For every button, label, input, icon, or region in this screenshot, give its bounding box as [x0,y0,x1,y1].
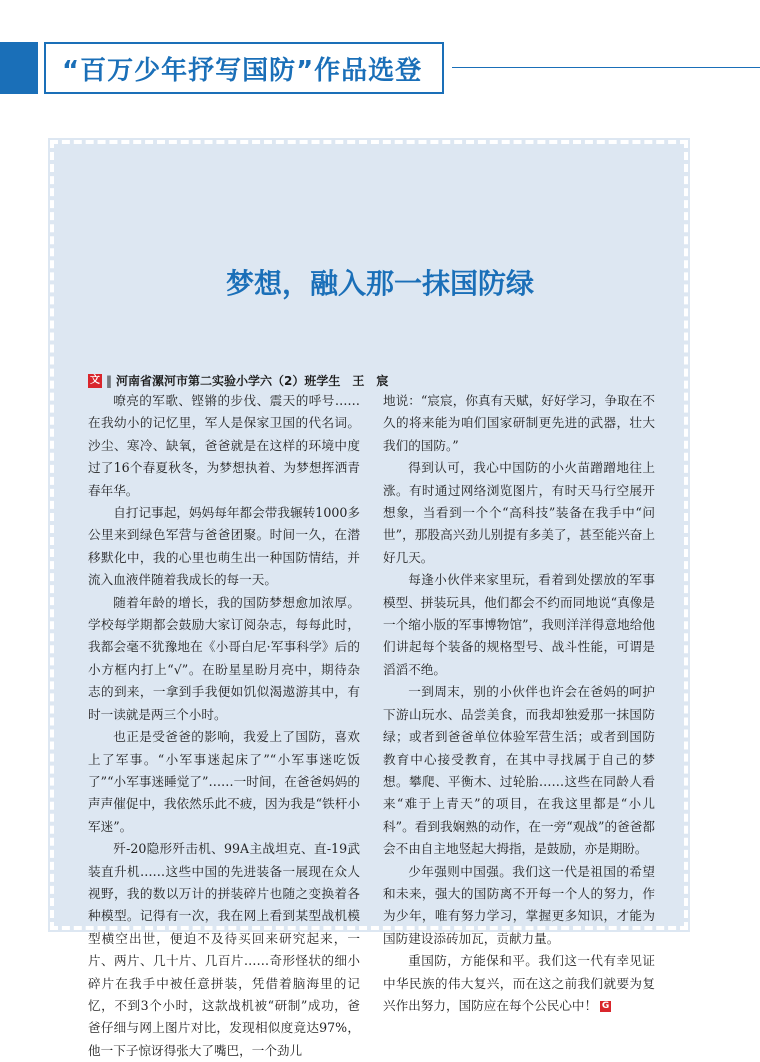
article-title: 梦想，融入那一抹国防绿 [225,267,534,300]
header-accent-block [0,42,38,94]
section-title: “百万少年抒写国防”作品选登 [62,56,423,86]
author-line: 河南省漯河市第二实验小学六（2）班学生 王 宸 [116,374,389,388]
paragraph: 随着年龄的增长，我的国防梦想愈加浓厚。学校每学期都会鼓励大家订阅杂志，每每此时，我都会毫不犹豫地在《小哥白尼·军事科学》后的小方框内打上“√”。在盼星星盼月亮中，期待杂志的到来，一拿到手我便如饥似渴遨游其中，有时一读就是两三个小时。 [88,594,360,722]
paragraph: 少年强则中国强。我们这一代是祖国的希望和未来，强大的国防离不开每一个人的努力，作为少年，唯有努力学习，掌握更多知识，才能为国防建设添砖加瓦，贡献力量。 [383,863,655,946]
end-mark-icon: G [601,1000,610,1011]
paragraph: 得到认可，我心中国防的小火苗蹭蹭地往上涨。有时通过网络浏览图片，有时天马行空展开想象，当看到一个个“高科技”装备在我手中“问世”，那股高兴劲儿别提有多美了，甚至能兴奋上好几天。 [383,460,655,565]
paragraph: 嘹亮的军歌、铿锵的步伐、震天的呼号……在我幼小的记忆里，军人是保家卫国的代名词。沙尘、寒冷、缺氧，爸爸就是在这样的环境中度过了16个春夏秋冬，为梦想执着、为梦想挥洒青春年华。 [88,393,360,498]
byline [88,372,388,389]
paragraph: 也正是受爸爸的影响，我爱上了国防，喜欢上了军事。“小军事迷起床了”“小军事迷吃饭了”“小军事迷睡觉了”……一时间，在爸爸妈妈的声声催促中，我依然乐此不疲，因为我是“铁杆小军迷”。 [88,729,360,834]
right-column [383,390,655,1017]
paragraph [383,950,655,1017]
final-paragraph-text: 重国防，方能保和平。我们这一代有幸见证中华民族的伟大复兴，而在这之前我们就要为复兴作出努力，国防应在每个公民心中！ [383,953,655,1013]
byline-separator: ‖ [106,373,112,388]
left-column [88,390,360,1062]
paragraph: 自打记事起，妈妈每年都会带我辗转1000多公里来到绿色军营与爸爸团聚。时间一久，在潜移默化中，我的心里也萌生出一种国防情结，并流入血液伴随着我成长的每一天。 [88,505,360,588]
paragraph: 地说：“宸宸，你真有天赋，好好学习，争取在不久的将来能为咱们国家研制更先进的武器，壮大我们的国防。” [383,393,655,453]
header-rule [452,67,760,68]
paragraph: 每逢小伙伴来家里玩，看着到处摆放的军事模型、拼装玩具，他们都会不约而同地说“真像是一个缩小版的军事博物馆”，我则洋洋得意地给他们讲起每个装备的规格型号、战斗性能，可谓是滔滔不绝。 [383,572,655,677]
paragraph: 一到周末，别的小伙伴也许会在爸妈的呵护下游山玩水、品尝美食，而我却独爱那一抹国防绿；或者到爸爸单位体验军营生活；或者到国防教育中心接受教育，在其中寻找属于自己的梦想。攀爬、平衡木、过轮胎……这些在同龄人看来“难于上青天”的项目，在我这里都是“小儿科”。看到我娴熟的动作，在一旁“观战”的爸爸都会不由自主地竖起大拇指，是鼓励，亦是期盼。 [383,684,655,857]
author-badge-icon: 文 [90,374,100,386]
paragraph: 歼-20隐形歼击机、99A主战坦克、直-19武装直升机……这些中国的先进装备一展现在众人视野，我的数以万计的拼装碎片也随之变换着各种模型。记得有一次，我在网上看到某型战机模型横空出世，便迫不及待买回来研究起来，一片、两片、几十片、几百片……奇形怪状的细小碎片在我手中被任意拼装，凭借着脑海里的记忆，不到3个小时，这款战机被“研制”成功，爸爸仔细与网上图片对比，发现相似度竟达97%，他一下子惊讶得张大了嘴巴，一个劲儿 [88,841,360,1058]
